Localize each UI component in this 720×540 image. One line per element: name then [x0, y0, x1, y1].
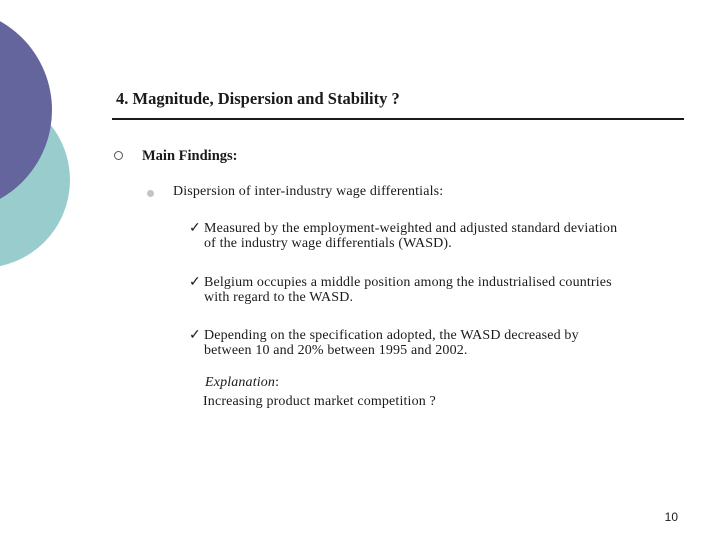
- explanation-block: [203, 373, 436, 411]
- finding-1-line-2: of the industry wage differentials (WASD).: [204, 236, 452, 251]
- hollow-circle-bullet-icon: [114, 151, 123, 160]
- finding-1-line-1: Measured by the employment-weighted and adjusted standard deviation: [204, 221, 618, 236]
- explanation-colon: :: [275, 375, 280, 390]
- decorative-circles: [0, 0, 120, 300]
- checkmark-icon: ✓: [189, 328, 201, 343]
- explanation-text: Increasing product market competition ?: [203, 394, 436, 409]
- grey-dot-bullet-icon: [147, 190, 154, 197]
- finding-2-line-1: Belgium occupies a middle position among the industrialised countries: [204, 275, 612, 290]
- finding-item-1: [189, 221, 674, 251]
- finding-2-line-2: with regard to the WASD.: [204, 290, 354, 305]
- slide-title: 4. Magnitude, Dispersion and Stability ?: [116, 89, 400, 108]
- checkmark-icon: ✓: [189, 275, 201, 290]
- checkmark-icon: ✓: [189, 221, 201, 236]
- finding-3-line-2: between 10 and 20% between 1995 and 2002.: [204, 343, 468, 358]
- title-underline: [112, 118, 684, 120]
- explanation-label-line: [203, 373, 436, 392]
- explanation-label: Explanation: [205, 375, 276, 390]
- dispersion-subheading: Dispersion of inter-industry wage differentials:: [173, 184, 444, 199]
- page-number: 10: [664, 510, 678, 524]
- finding-item-3: [189, 328, 674, 358]
- finding-3-line-1: Depending on the specification adopted, the WASD decreased by: [204, 328, 579, 343]
- main-findings-heading: Main Findings:: [142, 148, 238, 164]
- finding-item-2: [189, 275, 674, 305]
